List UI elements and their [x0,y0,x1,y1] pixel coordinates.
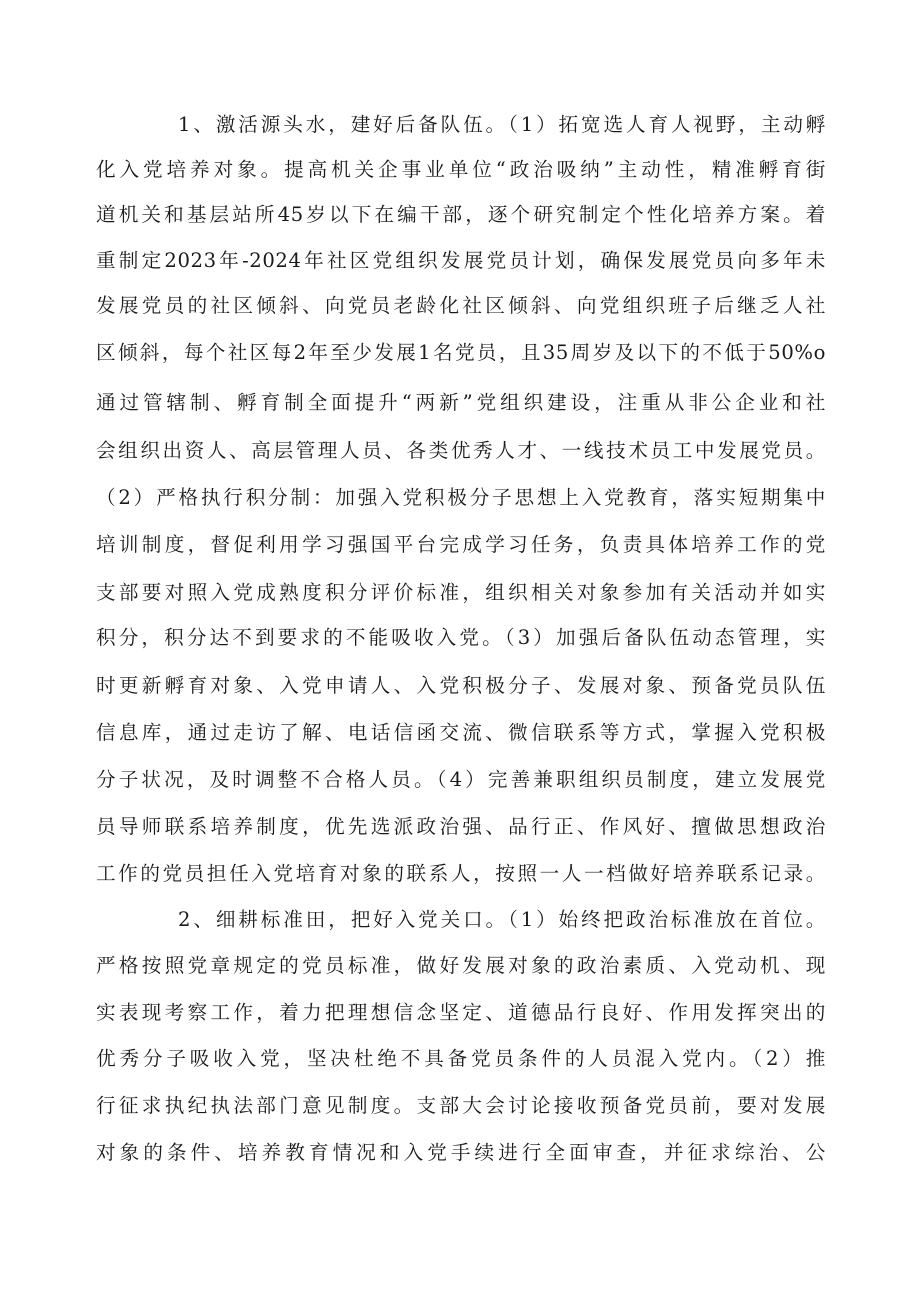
paragraph-1-line-6: 区倾斜，每个社区每2年至少发展1名党员，且35周岁及以下的不低于50%o [96,341,826,364]
paragraph-1-line-11: 支部要对照入党成熟度积分评价标准，组织相关对象参加有关活动并如实 [96,581,826,604]
paragraph-2-line-6: 对象的条件、培养教育情况和入党手续进行全面审查，并征求综治、公 [96,1141,826,1164]
paragraph-1-line-15: 分子状况，及时调整不合格人员。（4）完善兼职组织员制度，建立发展党 [96,768,826,791]
paragraph-1-line-2: 化入党培养对象。提高机关企事业单位“政治吸纳”主动性，精准孵育街 [96,158,826,181]
paragraph-2-line-4: 优秀分子吸收入党，坚决杜绝不具备党员条件的人员混入党内。（2）推 [96,1047,826,1070]
paragraph-1-line-7: 通过管辖制、孵育制全面提升“两新”党组织建设，注重从非公企业和社 [96,391,826,414]
paragraph-2-line-2: 严格按照党章规定的党员标准，做好发展对象的政治素质、入党动机、现 [96,954,826,977]
paragraph-2-line-5: 行征求执纪执法部门意见制度。支部大会讨论接收预备党员前，要对发展 [96,1094,826,1117]
paragraph-1-line-4: 重制定2023年-2024年社区党组织发展党员计划，确保发展党员向多年未 [96,249,826,272]
paragraph-1-line-1: 1、激活源头水，建好后备队伍。（1）拓宽选人育人视野，主动孵 [178,113,826,136]
paragraph-1-line-5: 发展党员的社区倾斜、向党员老龄化社区倾斜、向党组织班子后继乏人社 [96,294,826,317]
paragraph-1-line-12: 积分，积分达不到要求的不能吸收入党。（3）加强后备队伍动态管理，实 [96,626,826,649]
paragraph-1-line-9: （2）严格执行积分制：加强入党积极分子思想上入党教育，落实短期集中 [96,486,826,509]
paragraph-1-line-14: 信息库，通过走访了解、电话信函交流、微信联系等方式，掌握入党积极 [96,721,826,744]
paragraph-1-line-17: 工作的党员担任入党培育对象的联系人，按照一人一档做好培养联系记录。 [96,862,826,885]
paragraph-2-line-3: 实表现考察工作，着力把理想信念坚定、道德品行良好、作用发挥突出的 [96,1001,826,1024]
paragraph-1-line-16: 员导师联系培养制度，优先选派政治强、品行正、作风好、擅做思想政治 [96,815,826,838]
paragraph-1-line-13: 时更新孵育对象、入党申请人、入党积极分子、发展对象、预备党员队伍 [96,674,826,697]
paragraph-1-line-3: 道机关和基层站所45岁以下在编干部，逐个研究制定个性化培养方案。着 [96,203,826,226]
paragraph-1-line-10: 培训制度，督促利用学习强国平台完成学习任务，负责具体培养工作的党 [96,533,826,556]
paragraph-1-line-8: 会组织出资人、高层管理人员、各类优秀人才、一线技术员工中发展党员。 [96,439,826,462]
paragraph-2-line-1: 2、细耕标准田，把好入党关口。（1）始终把政治标准放在首位。 [178,908,826,931]
